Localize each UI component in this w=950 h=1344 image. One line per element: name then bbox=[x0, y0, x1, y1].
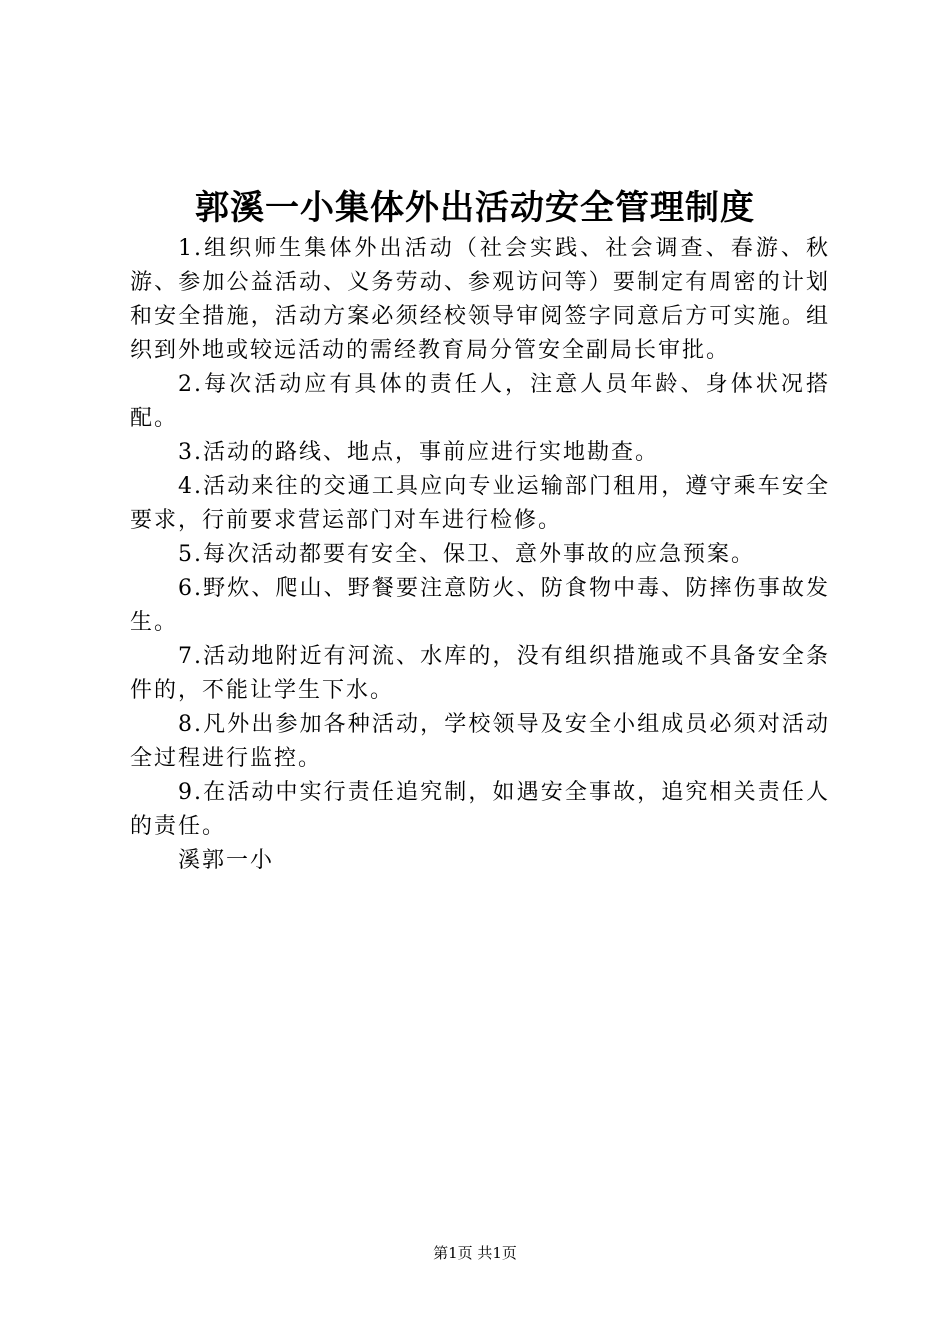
page-footer: 第1页 共1页 bbox=[433, 1244, 517, 1262]
paragraph-9: 9.在活动中实行责任追究制，如遇安全事故，追究相关责任人的责任。 bbox=[130, 780, 830, 839]
signature: 溪郭一小 bbox=[178, 848, 275, 873]
document-title: 郭溪一小集体外出活动安全管理制度 bbox=[195, 188, 755, 228]
paragraph-3: 3.活动的路线、地点，事前应进行实地勘查。 bbox=[178, 440, 659, 465]
paragraph-4: 4.活动来往的交通工具应向专业运输部门租用，遵守乘车安全要求，行前要求营运部门对车进行检修。 bbox=[130, 474, 830, 533]
document-body bbox=[130, 232, 830, 878]
paragraph-6: 6.野炊、爬山、野餐要注意防火、防食物中毒、防摔伤事故发生。 bbox=[130, 576, 830, 635]
paragraph-2: 2.每次活动应有具体的责任人，注意人员年龄、身体状况搭配。 bbox=[130, 372, 830, 431]
paragraph-8: 8.凡外出参加各种活动，学校领导及安全小组成员必须对活动全过程进行监控。 bbox=[130, 712, 830, 771]
paragraph-5: 5.每次活动都要有安全、保卫、意外事故的应急预案。 bbox=[178, 542, 755, 567]
paragraph-1: 1.组织师生集体外出活动（社会实践、社会调查、春游、秋游、参加公益活动、义务劳动、参观访问等）要制定有周密的计划和安全措施，活动方案必须经校领导审阅签字同意后方可实施。组织到外地或较远活动的需经教育局分管安全副局长审批。 bbox=[130, 236, 830, 363]
paragraph-7: 7.活动地附近有河流、水库的，没有组织措施或不具备安全条件的，不能让学生下水。 bbox=[130, 644, 830, 703]
